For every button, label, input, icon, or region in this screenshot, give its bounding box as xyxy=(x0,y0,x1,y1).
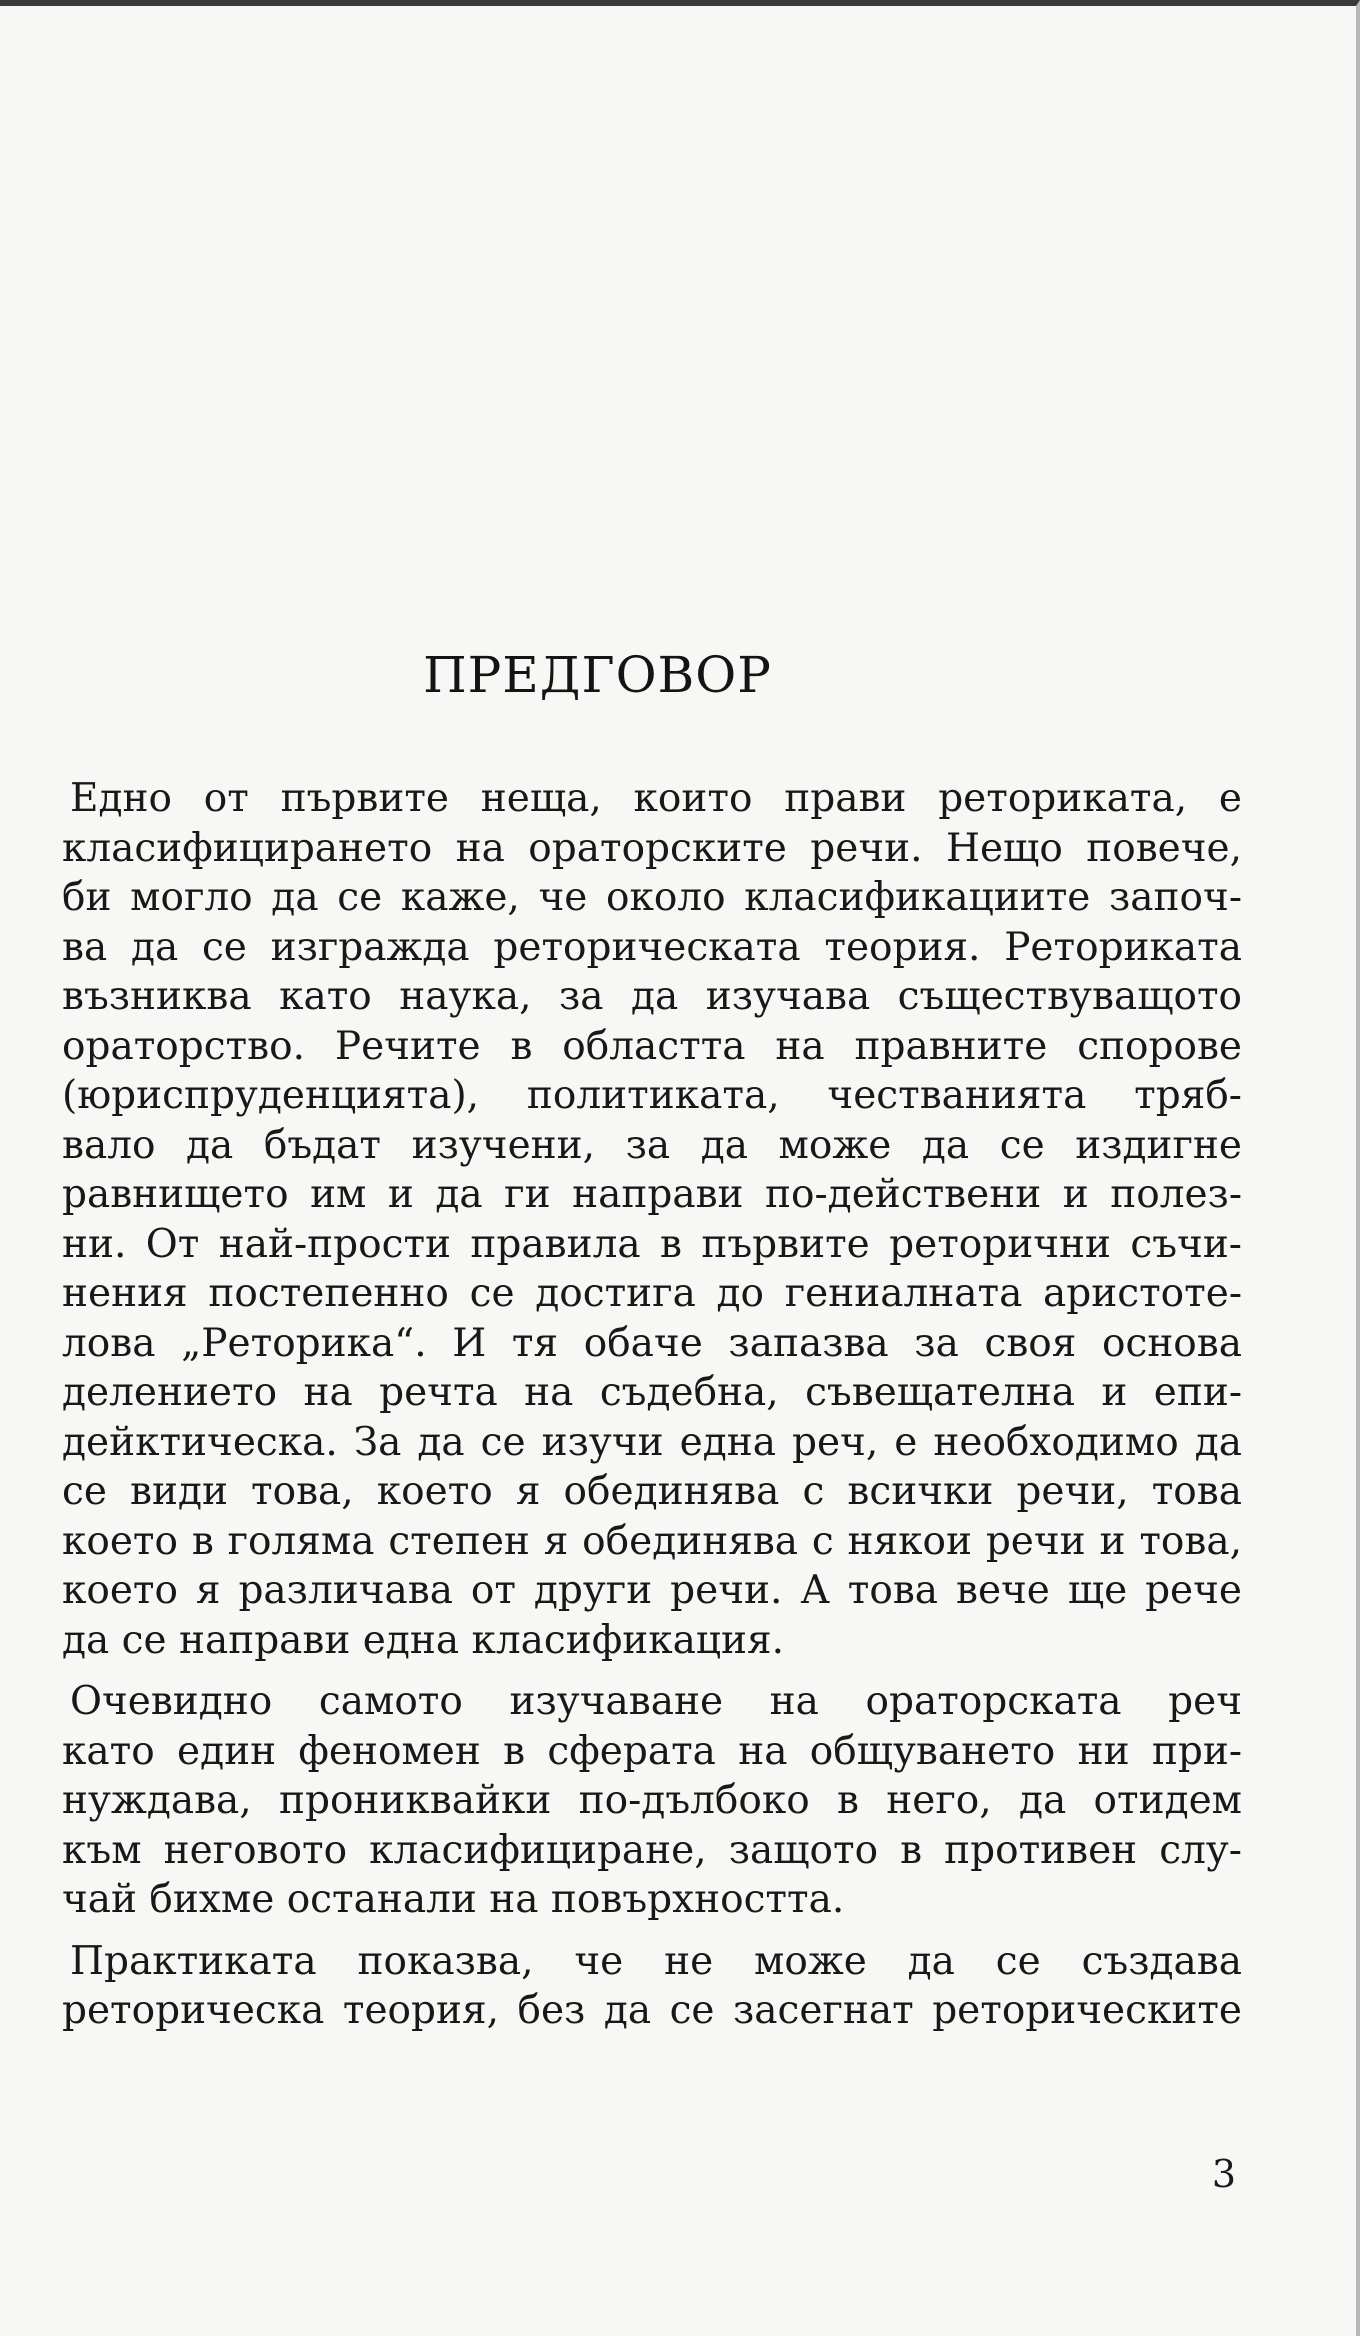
text-line: нуждава, прониквайки по-дълбоко в него, да отидем xyxy=(62,1778,1242,1823)
text-line: се види това, което я обединява с всички речи, това xyxy=(62,1469,1242,1514)
paragraph-2 xyxy=(62,1677,1242,1925)
text-line: равнището им и да ги направи по-действени и полез- xyxy=(62,1172,1242,1217)
text-line: възниква като наука, за да изучава съществуващото xyxy=(62,974,1242,1019)
text-line: което я различава от други речи. А това вече ще рече xyxy=(62,1568,1242,1613)
text-line: вало да бъдат изучени, за да може да се издигне xyxy=(62,1122,1242,1168)
paragraph-gap xyxy=(62,1925,1242,1937)
text-line: Практиката показва, че не може да се създава xyxy=(70,1938,1242,1984)
text-line: нения постепенно се достига до гениалната аристоте- xyxy=(62,1271,1242,1316)
text-line: делението на речта на съдебна, съвещателна и епи- xyxy=(62,1370,1242,1415)
text-line: дейктическа. За да се изучи една реч, е необходимо да xyxy=(62,1419,1242,1465)
text-line: Едно от първите неща, които прави реториката, е xyxy=(70,776,1242,821)
text-line: реторическа теория, без да се засегнат реторическите xyxy=(62,1988,1242,2033)
text-line: ва да се изгражда реторическата теория. Реториката xyxy=(62,924,1242,970)
text-line: ораторство. Речите в областта на правните спорове xyxy=(62,1023,1242,1069)
text-line: класифицирането на ораторските речи. Нещо повече, xyxy=(62,825,1242,871)
text-line: като един феномен в сферата на общуването ни при- xyxy=(62,1728,1242,1774)
paragraph-1 xyxy=(62,774,1242,1665)
text-line: би могло да се каже, че около класификациите започ- xyxy=(62,875,1242,920)
page-number: 3 xyxy=(1211,2152,1236,2196)
text-line: ни. От най-прости правила в първите реторични съчи- xyxy=(62,1221,1242,1267)
text-line: чай бихме останали на повърхността. xyxy=(62,1877,845,1922)
text-line: Очевидно самото изучаване на ораторската реч xyxy=(70,1679,1242,1724)
paragraph-gap xyxy=(62,1665,1242,1677)
text-line: (юриспруденцията), политиката, честванията тряб- xyxy=(62,1073,1242,1118)
text-line: лова „Реторика“. И тя обаче запазва за своя основа xyxy=(62,1320,1242,1366)
text-line: да се направи една класификация. xyxy=(62,1617,784,1663)
paragraph-3 xyxy=(62,1937,1242,2036)
body-text xyxy=(62,774,1242,2036)
text-line: което в голяма степен я обединява с някои речи и това, xyxy=(62,1518,1242,1564)
text-line: към неговото класифициране, защото в противен слу- xyxy=(62,1827,1242,1873)
page-title: ПРЕДГОВОР xyxy=(423,646,772,704)
